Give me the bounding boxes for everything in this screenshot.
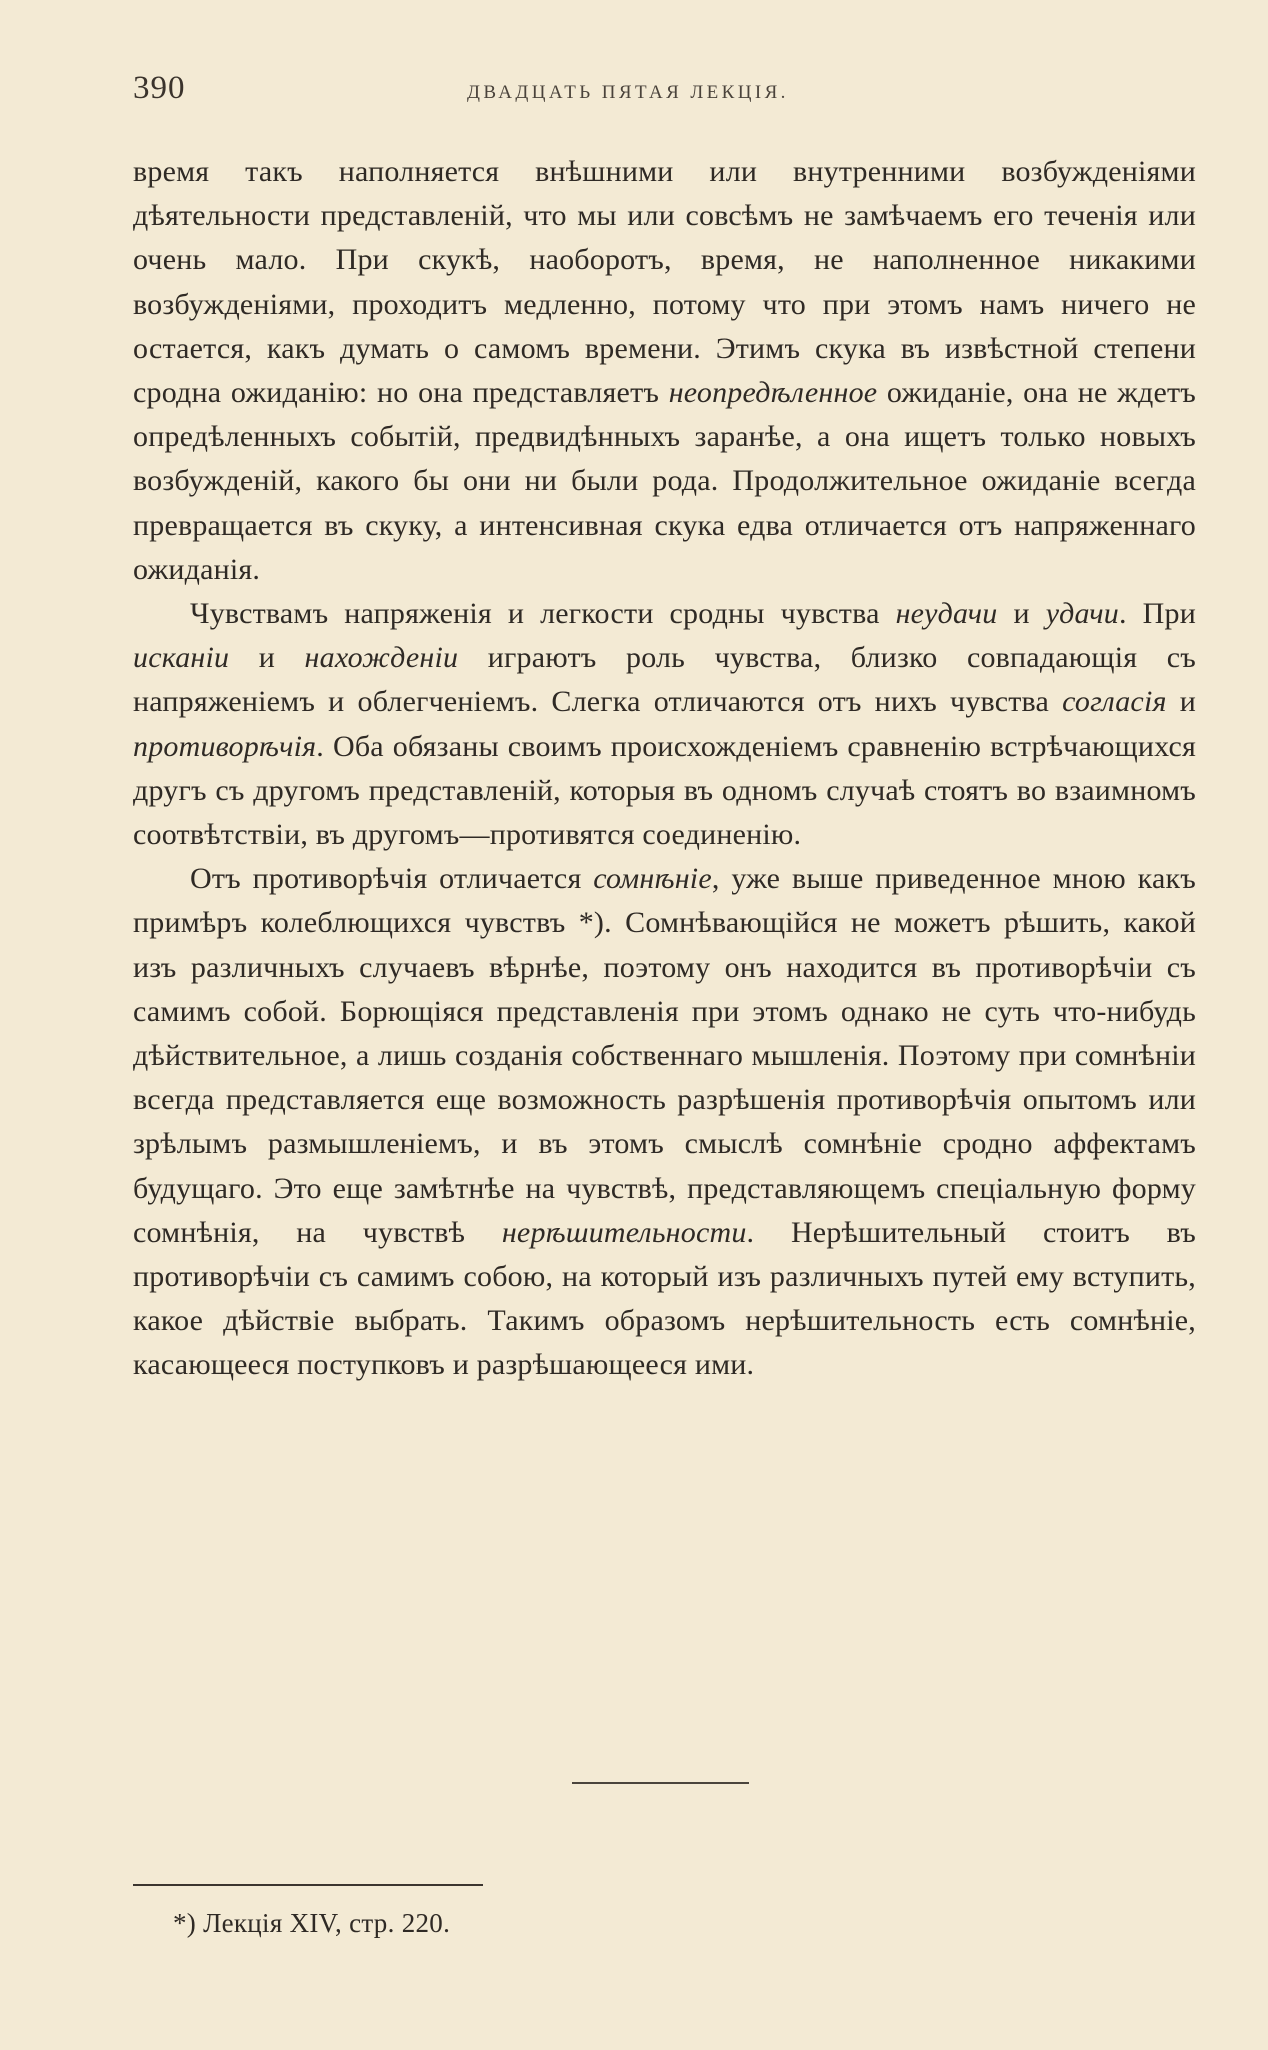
body-text [133,150,1196,1388]
paragraph [133,857,1196,1387]
section-end-rule [572,1782,749,1784]
italic-term: согласія [1062,685,1167,719]
text-run: , уже выше приведенное мною какъ примѣръ колеблющихся чувствъ *). Сомнѣвающійся не можетъ рѣшить, какой изъ различныхъ случаевъ вѣрнѣе, поэтому онъ находится въ противорѣчіи съ самимъ собой. Борющіяся представленія при этомъ однако не суть что-нибудь дѣйствительное, а лишь созданія собственнаго мышленія. Поэтому при сомнѣніи всегда представляется еще возможность разрѣшенія противорѣчія опытомъ или зрѣлымъ размышленіемъ, и въ этомъ смыслѣ сомнѣніе сродно аффектамъ будущаго. Это еще замѣтнѣе на чувствѣ, представляющемъ спеціальную форму сомнѣнія, на чувствѣ [133,862,1196,1249]
page-number: 390 [133,70,186,106]
footnote-separator [133,1884,483,1886]
text-run: . Оба обязаны своимъ происхожденіемъ сравненію встрѣчающихся другъ съ другомъ представленій, которыя въ одномъ случаѣ стоятъ во взаимномъ соотвѣтствіи, въ другомъ—противятся соединенію. [133,729,1196,852]
text-run: время такъ наполняется внѣшними или внутренними возбужденіями дѣятельности представленій, что мы или совсѣмъ не замѣчаемъ его теченія или очень мало. При скукѣ, наоборотъ, время, не наполненное никакими возбужденіями, проходитъ медленно, потому что при этомъ намъ ничего не остается, какъ думать о самомъ времени. Этимъ скука въ извѣстной степени сродна ожиданію: но она представляетъ [133,155,1196,410]
italic-term: исканіи [133,641,230,675]
paragraph [133,150,1196,592]
running-head: ДВАДЦАТЬ ПЯТАЯ ЛЕКЦІЯ. [467,82,789,103]
italic-term: неопредѣленное [668,376,878,410]
text-run: Отъ противорѣчія отличается [190,862,594,896]
page-header [133,66,1198,114]
italic-term: неудачи [895,597,998,631]
text-run: Чувствамъ напряженія и легкости сродны чувства [190,597,896,631]
italic-term: противорѣчія [133,729,317,763]
text-run: . При [1119,597,1196,631]
text-run: ожиданіе, она не ждетъ опредѣленныхъ событій, предвидѣнныхъ заранѣе, а она ищетъ только новыхъ возбужденій, какого бы они ни были рода. Продолжительное ожиданіе всегда превращается въ скуку, а интенсивная скука едва отличается отъ напряженнаго ожиданія. [133,376,1196,586]
italic-term: нерѣшительности [501,1215,747,1249]
paragraph [133,592,1196,857]
text-run: и [1166,685,1196,719]
italic-term: нахожденіи [304,641,459,675]
footnote: *) Лекція XIV, стр. 220. [173,1908,451,1938]
text-run: и [997,597,1046,631]
italic-term: удачи [1045,597,1120,631]
text-run: и [229,641,305,675]
italic-term: сомнѣніе [593,862,712,896]
text-run: . Нерѣшительный стоитъ въ противорѣчіи съ самимъ собою, на который изъ различныхъ путей ему вступить, какое дѣйствіе выбрать. Такимъ образомъ нерѣшительность есть сомнѣніе, касающееся поступковъ и разрѣшающееся ими. [133,1215,1196,1382]
text-run: играютъ роль чувства, близко совпадающія съ напряженіемъ и облегченіемъ. Слегка отличаются отъ нихъ чувства [133,641,1196,719]
